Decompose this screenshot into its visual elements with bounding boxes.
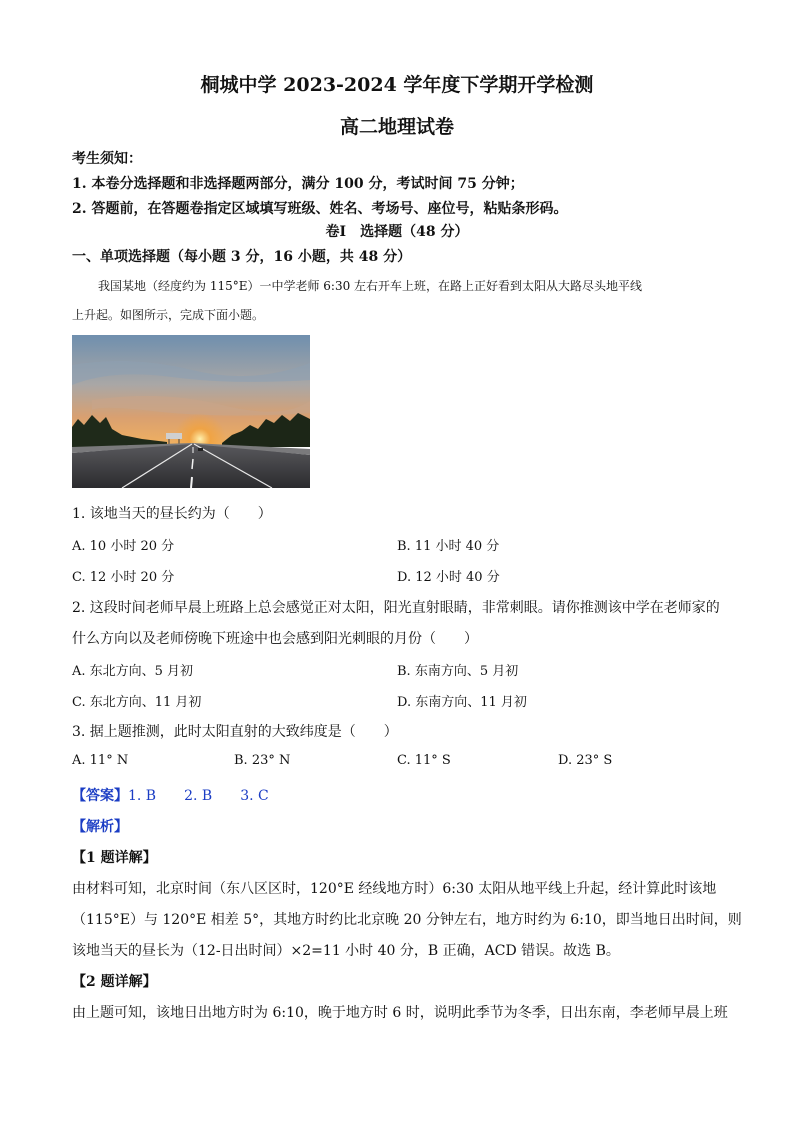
question-3-option-b[interactable]: B. 23° N xyxy=(234,753,291,768)
q2-analysis-line-1: 由上题可知，该地日出地方时为 6:10，晚于地方时 6 时，说明此季节为冬季，日出东南，李老师早晨上班 xyxy=(72,1005,728,1021)
volume-heading: 卷Ⅰ 选择题（48 分） xyxy=(325,224,469,240)
question-1-option-d[interactable]: D. 12 小时 40 分 xyxy=(397,570,500,585)
question-2-option-c[interactable]: C. 东北方向、11 月初 xyxy=(72,695,202,710)
question-2-option-a[interactable]: A. 东北方向、5 月初 xyxy=(72,664,194,679)
q1-analysis-label: 【1 题详解】 xyxy=(72,850,157,866)
question-1-option-a[interactable]: A. 10 小时 20 分 xyxy=(72,539,175,554)
answer-label: 【答案】 xyxy=(72,788,128,804)
question-3-option-d[interactable]: D. 23° S xyxy=(558,753,613,768)
question-2-option-d[interactable]: D. 东南方向、11 月初 xyxy=(397,695,527,710)
question-3-stem: 3. 据上题推测，此时太阳直射的大致纬度是（ ） xyxy=(72,724,398,740)
question-2-stem-line-1: 2. 这段时间老师早晨上班路上总会感觉正对太阳，阳光直射眼睛，非常刺眼。请你推测该中学在老师家的 xyxy=(72,600,720,616)
question-1-stem: 1. 该地当天的昼长约为（ ） xyxy=(72,506,272,522)
notice-heading: 考生须知： xyxy=(72,151,142,167)
question-1-option-c[interactable]: C. 12 小时 20 分 xyxy=(72,570,175,585)
part-heading: 一、单项选择题（每小题 3 分，16 小题，共 48 分） xyxy=(72,249,412,265)
question-2-stem-line-2: 什么方向以及老师傍晚下班途中也会感到阳光刺眼的月份（ ） xyxy=(72,631,478,647)
answer-line xyxy=(72,785,732,805)
notice-item-2: 2. 答题前，在答题卷指定区域填写班级、姓名、考场号、座位号，粘贴条形码。 xyxy=(72,201,568,217)
q1-analysis-line-3: 该地当天的昼长为（12-日出时间）×2=11 小时 40 分，B 正确，ACD 错误。故选 B。 xyxy=(72,943,620,959)
question-3-option-a[interactable]: A. 11° N xyxy=(72,753,129,768)
question-1-option-b[interactable]: B. 11 小时 40 分 xyxy=(397,539,500,554)
q1-analysis-line-2: （115°E）与 120°E 相差 5°，其地方时约比北京晚 20 分钟左右，地方时约为 6:10，即当地日出时间，则 xyxy=(72,912,742,928)
sunrise-road-photo xyxy=(72,335,310,488)
question-2-option-b[interactable]: B. 东南方向、5 月初 xyxy=(397,664,519,679)
notice-item-1: 1. 本卷分选择题和非选择题两部分，满分 100 分，考试时间 75 分钟； xyxy=(72,176,524,192)
analysis-label: 【解析】 xyxy=(72,819,128,835)
exam-subtitle: 高二地理试卷 xyxy=(339,116,454,138)
exam-title: 桐城中学 2023-2024 学年度下学期开学检测 xyxy=(200,74,594,96)
answer-text: 1. B 2. B 3. C xyxy=(128,788,269,804)
material-line-1: 我国某地（经度约为 115°E）一中学老师 6:30 左右开车上班，在路上正好看到太阳从大路尽头地平线 xyxy=(98,279,643,293)
q1-analysis-line-1: 由材料可知，北京时间（东八区区时，120°E 经线地方时）6:30 太阳从地平线上升起，经计算此时该地 xyxy=(72,881,717,897)
question-3-option-c[interactable]: C. 11° S xyxy=(397,753,451,768)
material-line-2: 上升起。如图所示，完成下面小题。 xyxy=(72,308,265,322)
q2-analysis-label: 【2 题详解】 xyxy=(72,974,157,990)
